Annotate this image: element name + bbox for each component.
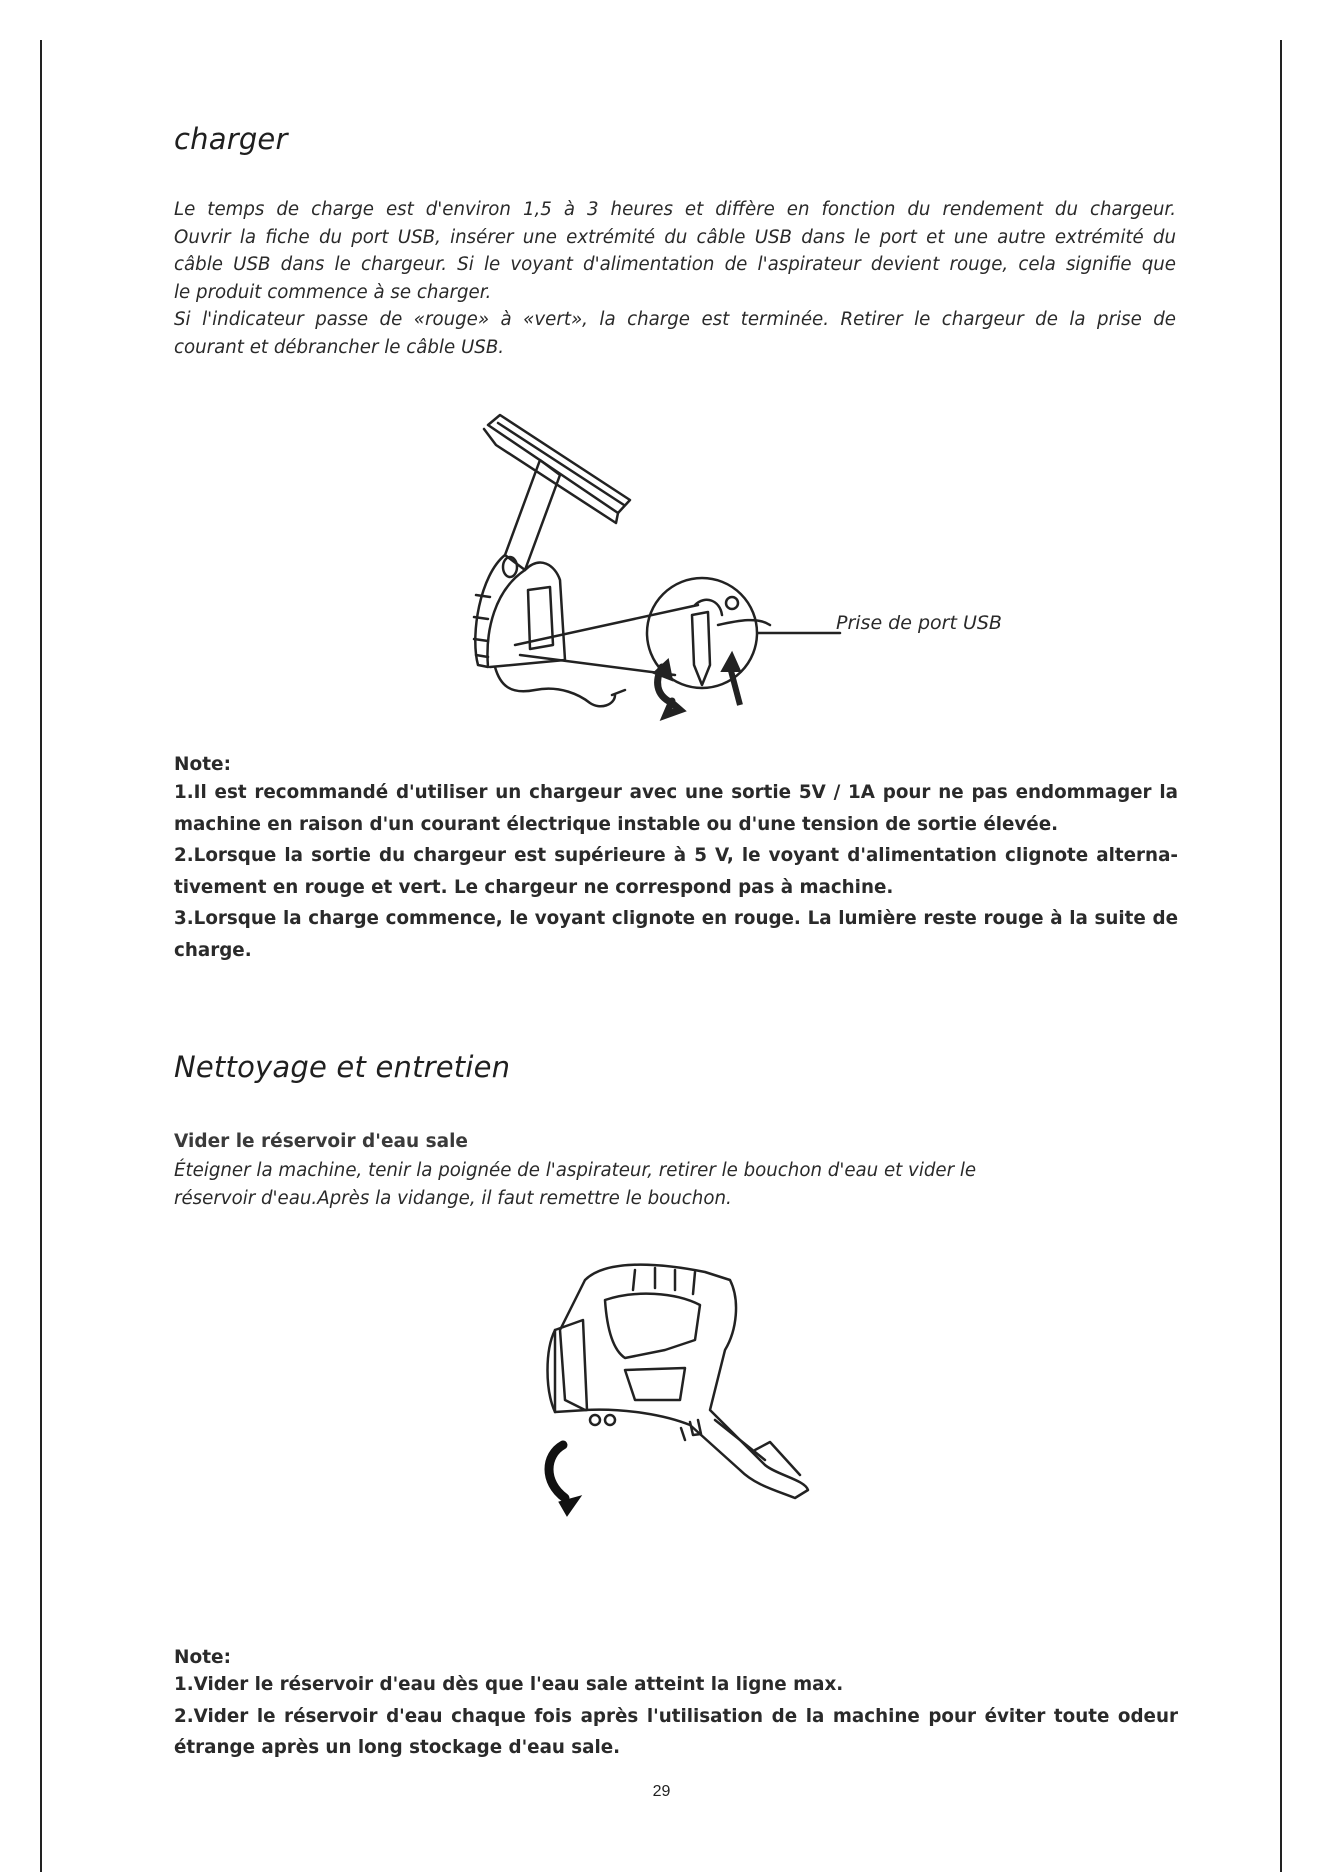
usb-charging-illustration xyxy=(440,405,860,725)
note-charger xyxy=(174,777,1178,966)
charging-instructions xyxy=(174,196,1176,361)
usb-port-callout-label: Prise de port USB xyxy=(836,612,1002,634)
note-cleaning-line-3: étrange après un long stockage d'eau sale. xyxy=(174,1737,621,1758)
charging-line-1: Le temps de charge est d'environ 1,5 à 3 heures et diffère en fonction du rendement du chargeur. xyxy=(174,199,1176,220)
charging-line-4: le produit commence à se charger. xyxy=(174,281,492,303)
subheading-empty-tank: Vider le réservoir d'eau sale xyxy=(174,1131,468,1152)
charging-line-5: Si l'indicateur passe de «rouge» à «vert», la charge est terminée. Retirer le chargeur de la prise de xyxy=(174,309,1176,330)
note-cleaning-line-2: 2.Vider le réservoir d'eau chaque fois après l'utilisation de la machine pour éviter toute odeur xyxy=(174,1705,1178,1727)
note-charger-line-6: charge. xyxy=(174,939,252,961)
section-heading-charger: charger xyxy=(174,122,288,156)
note-charger-line-5: 3.Lorsque la charge commence, le voyant clignote en rouge. La lumière reste rouge à la suite de xyxy=(174,908,1178,929)
cleaning-line-2: réservoir d'eau.Après la vidange, il faut remettre le bouchon. xyxy=(174,1187,732,1209)
page-border-left xyxy=(40,40,42,1872)
cleaning-instructions xyxy=(174,1157,1176,1212)
note-charger-line-2: machine en raison d'un courant électrique instable ou d'une tension de sortie élevée. xyxy=(174,813,1059,835)
charging-line-3: câble USB dans le chargeur. Si le voyant d'alimentation de l'aspirateur devient rouge, cela signifie que xyxy=(174,254,1176,275)
note-charger-line-3: 2.Lorsque la sortie du chargeur est supérieure à 5 V, le voyant d'alimentation clignote alterna- xyxy=(174,845,1178,866)
empty-tank-illustration xyxy=(515,1250,815,1520)
page-number: 29 xyxy=(652,1783,671,1800)
note-cleaning xyxy=(174,1669,1178,1764)
note-label-cleaning: Note: xyxy=(174,1647,231,1668)
charging-line-2: Ouvrir la fiche du port USB, insérer une extrémité du câble USB dans le port et une autre extrémité du xyxy=(174,226,1176,248)
page-border-right xyxy=(1280,40,1282,1872)
note-label-charger: Note: xyxy=(174,754,231,775)
note-cleaning-line-1: 1.Vider le réservoir d'eau dès que l'eau sale atteint la ligne max. xyxy=(174,1674,844,1695)
note-charger-line-4: tivement en rouge et vert. Le chargeur ne correspond pas à machine. xyxy=(174,876,894,898)
note-charger-line-1: 1.Il est recommandé d'utiliser un chargeur avec une sortie 5V / 1A pour ne pas endommager la xyxy=(174,782,1178,803)
charging-line-6: courant et débrancher le câble USB. xyxy=(174,336,505,358)
cleaning-line-1: Éteigner la machine, tenir la poignée de l'aspirateur, retirer le bouchon d'eau et vider le xyxy=(174,1160,977,1181)
section-heading-cleaning: Nettoyage et entretien xyxy=(174,1050,511,1084)
